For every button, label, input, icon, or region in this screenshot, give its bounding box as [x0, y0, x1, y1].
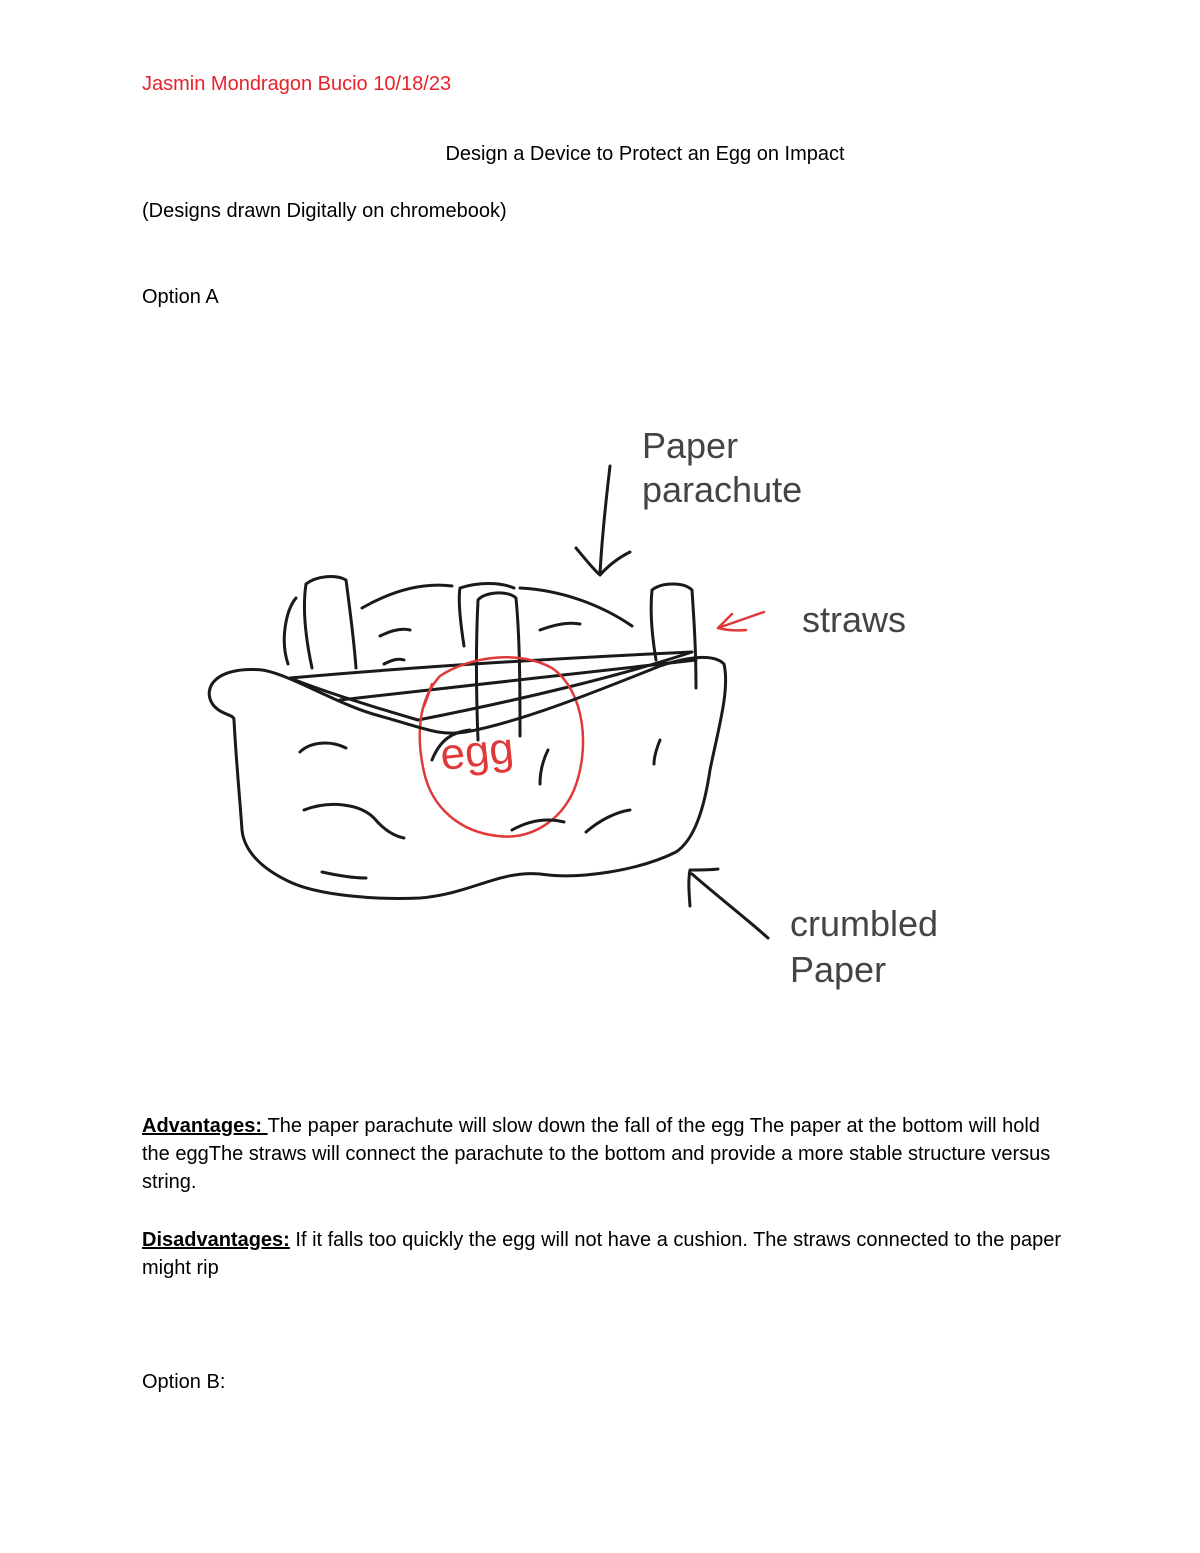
parachute-label-line2: parachute	[642, 469, 803, 510]
disadvantages-text: If it falls too quickly the egg will not have a cushion. The straws connected to the paper might rip	[142, 1229, 1062, 1279]
crumbled-paper-basket	[209, 657, 725, 898]
egg	[420, 657, 583, 836]
subtitle: (Designs drawn Digitally on chromebook)	[142, 200, 507, 222]
egg-label: egg	[437, 723, 517, 780]
option-b-heading: Option B:	[142, 1371, 226, 1393]
parachute-label-line1: Paper	[642, 425, 739, 466]
advantages-label: Advantages:	[142, 1115, 268, 1137]
crumbled-label-line2: Paper	[790, 949, 887, 990]
advantages-text: The paper parachute will slow down the fall of the egg The paper at the bottom will hold the eggThe straws will connect the parachute to the bottom and provide a more stable structure versus string.	[142, 1115, 1051, 1193]
straws-label: straws	[802, 599, 907, 640]
crumbled-arrow	[689, 869, 768, 938]
disadvantages-paragraph	[142, 1226, 1062, 1282]
parachute-arrow	[576, 466, 630, 575]
page-title: Design a Device to Protect an Egg on Impact	[445, 143, 845, 165]
basin-rim	[290, 652, 696, 720]
straws-arrow	[718, 612, 764, 630]
disadvantages-label: Disadvantages:	[142, 1229, 290, 1251]
advantages-paragraph	[142, 1112, 1062, 1196]
option-a-heading: Option A	[142, 286, 219, 308]
crumbled-label-line1: crumbled	[790, 903, 939, 944]
author-date: Jasmin Mondragon Bucio 10/18/23	[142, 73, 452, 95]
